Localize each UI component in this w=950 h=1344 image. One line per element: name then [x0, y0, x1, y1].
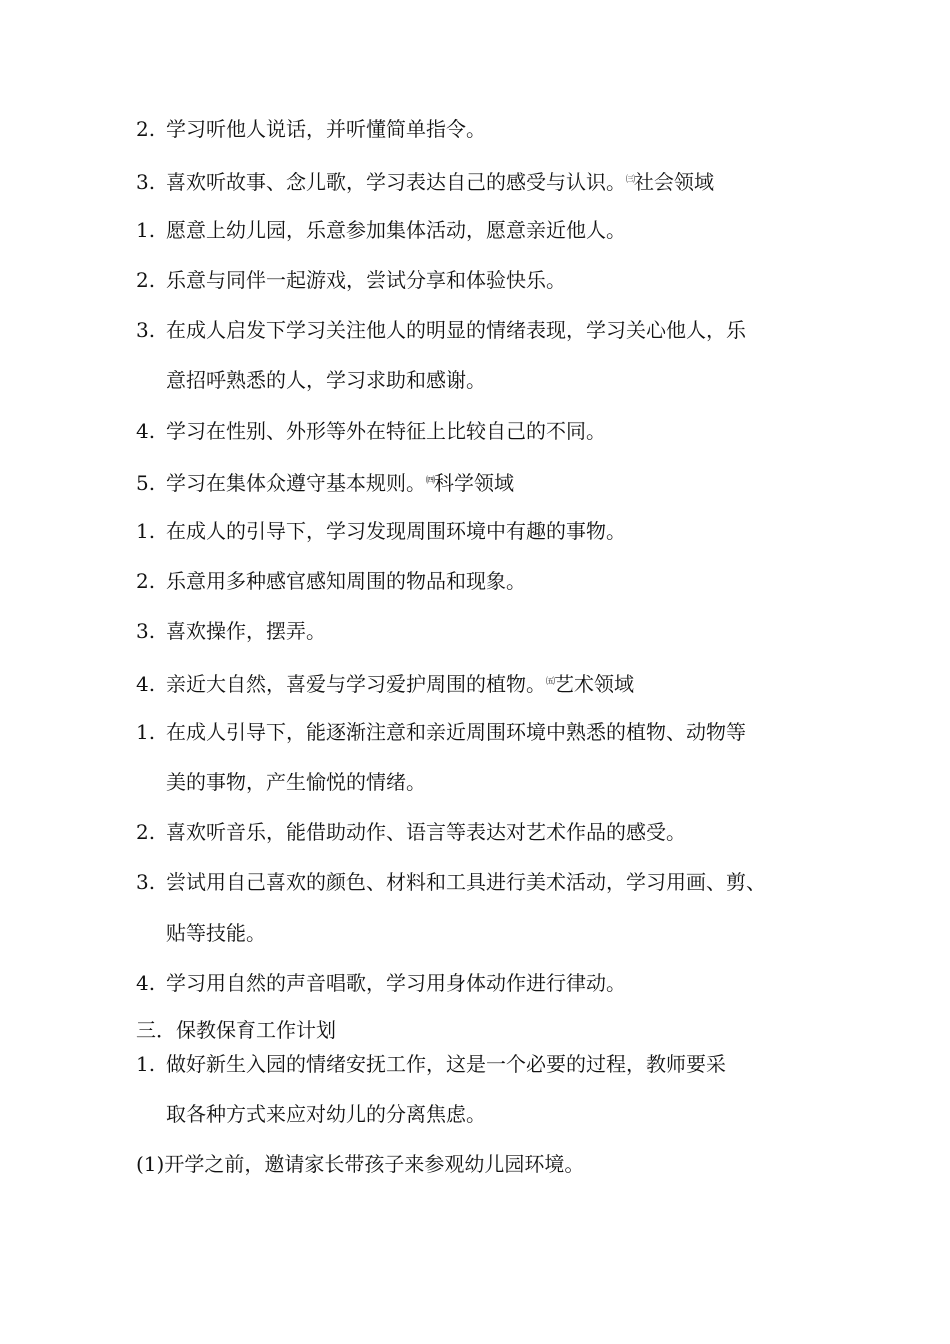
list-item	[136, 669, 634, 697]
item-text: 亲近大自然，喜爱与学习爱护周围的植物。	[166, 672, 546, 696]
item-number: 3.	[136, 619, 156, 643]
section-marker: ㈢	[626, 175, 635, 185]
item-number: 5.	[136, 471, 156, 495]
item-text: 乐意与同伴一起游戏，尝试分享和体验快乐。	[166, 268, 566, 292]
section-marker: ㈤	[546, 677, 555, 687]
item-number: 4.	[136, 672, 156, 696]
item-text: 喜欢操作，摆弄。	[166, 619, 326, 643]
item-text: 学习在性别、外形等外在特征上比较自己的不同。	[166, 419, 606, 443]
list-item	[136, 568, 526, 594]
item-number: 2.	[136, 117, 156, 141]
item-text: 喜欢听故事、念儿歌，学习表达自己的感受与认识。	[166, 170, 626, 194]
list-item	[136, 1051, 726, 1077]
item-text: 在成人的引导下，学习发现周围环境中有趣的事物。	[166, 519, 626, 543]
item-number: 4.	[136, 419, 156, 443]
item-number: 2.	[136, 820, 156, 844]
list-item	[136, 418, 606, 444]
item-number: 2.	[136, 569, 156, 593]
list-item	[136, 719, 746, 745]
list-item-continuation	[166, 920, 266, 946]
list-item	[136, 217, 626, 243]
list-item	[136, 468, 514, 496]
item-number: 2.	[136, 268, 156, 292]
section-heading: 艺术领域	[554, 672, 635, 696]
item-text: 尝试用自己喜欢的颜色、材料和工具进行美术活动，学习用画、剪、	[166, 870, 766, 894]
item-number: 3.	[136, 318, 156, 342]
list-item	[136, 869, 766, 895]
item-number: 1.	[136, 720, 156, 744]
section-title	[136, 1017, 336, 1043]
item-number: 3.	[136, 170, 156, 194]
item-text: 意招呼熟悉的人，学习求助和感谢。	[166, 368, 486, 392]
section-heading: 科学领域	[434, 471, 515, 495]
list-item	[136, 970, 626, 996]
item-number: 1.	[136, 519, 156, 543]
item-text: 喜欢听音乐，能借助动作、语言等表达对艺术作品的感受。	[166, 820, 686, 844]
item-number: 4.	[136, 971, 156, 995]
list-item-continuation	[166, 769, 426, 795]
item-text: 美的事物，产生愉悦的情绪。	[166, 770, 426, 794]
list-item	[136, 819, 686, 845]
item-number: 1.	[136, 1052, 156, 1076]
item-text: 学习用自然的声音唱歌，学习用身体动作进行律动。	[166, 971, 626, 995]
item-text: 做好新生入园的情绪安抚工作，这是一个必要的过程，教师要采	[166, 1052, 726, 1076]
list-item	[136, 618, 326, 644]
list-item	[136, 167, 714, 195]
item-text: (1)开学之前，邀请家长带孩子来参观幼儿园环境。	[136, 1152, 585, 1176]
list-item-continuation	[166, 1101, 486, 1127]
list-item	[136, 317, 746, 343]
sub-item	[136, 1151, 584, 1177]
list-item	[136, 518, 626, 544]
list-item-continuation	[166, 367, 486, 393]
section-title-text: 三．保教保育工作计划	[136, 1018, 336, 1042]
item-text: 取各种方式来应对幼儿的分离焦虑。	[166, 1102, 486, 1126]
item-text: 在成人引导下，能逐渐注意和亲近周围环境中熟悉的植物、动物等	[166, 720, 746, 744]
list-item	[136, 267, 566, 293]
item-number: 3.	[136, 870, 156, 894]
item-text: 愿意上幼儿园，乐意参加集体活动，愿意亲近他人。	[166, 218, 626, 242]
section-heading: 社会领域	[634, 170, 715, 194]
list-item	[136, 116, 486, 142]
item-text: 乐意用多种感官感知周围的物品和现象。	[166, 569, 526, 593]
item-text: 学习在集体众遵守基本规则。	[166, 471, 426, 495]
item-number: 1.	[136, 218, 156, 242]
item-text: 贴等技能。	[166, 921, 266, 945]
item-text: 在成人启发下学习关注他人的明显的情绪表现，学习关心他人，乐	[166, 318, 746, 342]
section-marker: ㈣	[426, 476, 435, 486]
item-text: 学习听他人说话，并听懂简单指令。	[166, 117, 486, 141]
